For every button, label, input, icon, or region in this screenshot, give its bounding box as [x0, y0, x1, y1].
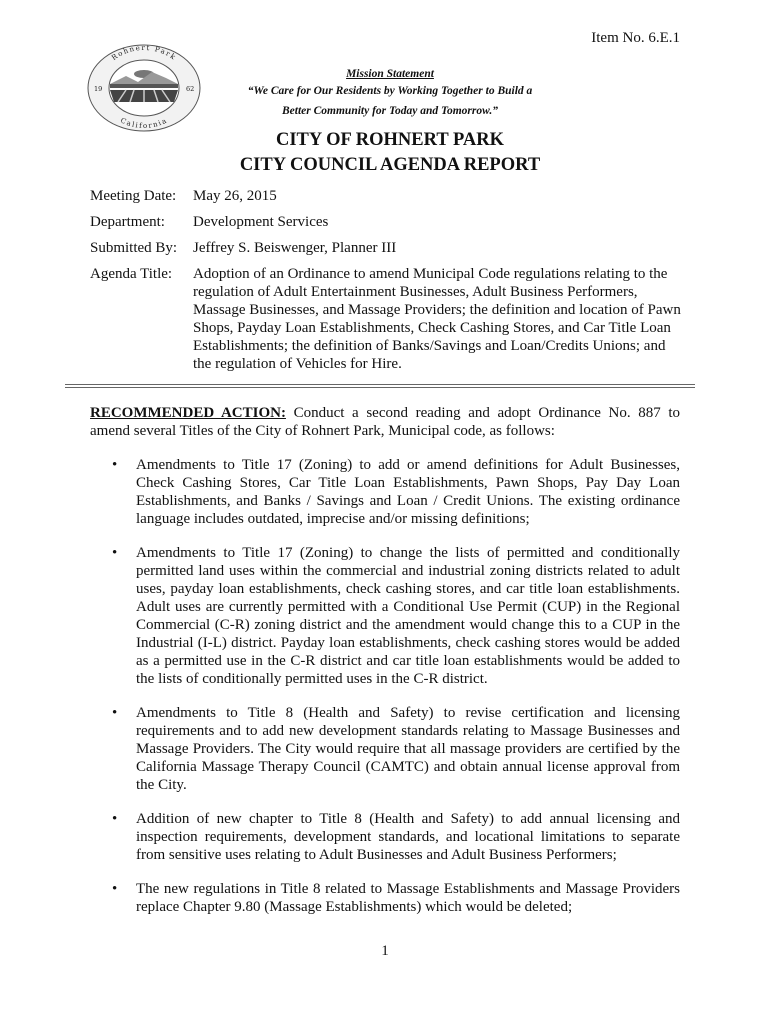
meta-row-meeting-date [90, 187, 690, 205]
list-item [90, 456, 680, 528]
list-item-text: Amendments to Title 8 (Health and Safety) to revise certification and licensing requirements and to add new development standards relating to Massage Businesses and Massage Providers. The City would require that all massage providers are certified by the California Massage Therapy Council (CAMTC) and obtain annual license approval from the City. [136, 705, 680, 793]
bullet-icon: • [112, 811, 118, 827]
list-item-text: Amendments to Title 17 (Zoning) to change the lists of permitted and conditionally permitted land uses within the commercial and industrial zoning districts related to adult uses, payday loan establishments, check cashing stores, and car title loan establishments. Adult uses are currently permitted with a Conditional Use Permit (CUP) in the Regional Commercial (C-R) zoning district and the amendment would change this to a CUP in the Industrial (I-L) district. Payday loan establishments, check cashing stores would be added as a permitted use in the C-R district and car title loan establishments would be added to the lists of conditionally permitted uses in the C-R district. [136, 545, 680, 687]
bullet-icon: • [112, 705, 118, 721]
seal-top-text: Rohnert Park [110, 44, 178, 63]
report-body [90, 404, 680, 932]
meta-label: Submitted By: [90, 240, 178, 256]
recommended-action [90, 404, 680, 440]
page-number: 1 [381, 943, 389, 959]
list-item [90, 810, 680, 864]
bullet-icon: • [112, 457, 118, 473]
report-title-line-1: CITY OF ROHNERT PARK [275, 130, 505, 150]
meta-row-submitted-by [90, 239, 690, 257]
meeting-metadata [90, 187, 690, 381]
meta-row-agenda-title [90, 265, 690, 373]
meta-value: Adoption of an Ordinance to amend Municipal Code regulations relating to the regulation of Adult Entertainment Businesses, Adult Business Performers, Massage Businesses, and Massage Providers; the definition and location of Pawn Shops, Payday Loan Establishments, Check Cashing Stores, and Car Title Loan Establishments; the definition of Banks/Savings and Loan/Credits Unions; and the regulation of Vehicles for Hire. [193, 266, 681, 372]
mission-statement [200, 68, 580, 120]
list-item-text: Addition of new chapter to Title 8 (Health and Safety) to add annual licensing and inspection requirements, development standards, and locational limitations to separate from sensitive uses relating to Adult Businesses and Adult Business Performers; [136, 811, 680, 863]
item-number: Item No. 6.E.1 [591, 30, 680, 46]
mission-line-2: Better Community for Today and Tomorrow.” [282, 105, 498, 117]
list-item [90, 880, 680, 916]
meta-value: Development Services [193, 214, 329, 230]
seal-bottom-text: California [119, 116, 169, 131]
list-item [90, 544, 680, 688]
mission-title: Mission Statement [346, 68, 434, 80]
list-item [90, 704, 680, 794]
meta-row-department [90, 213, 690, 231]
list-item-text: Amendments to Title 17 (Zoning) to add or amend definitions for Adult Businesses, Check Cashing Stores, Car Title Loan Establishments, Pawn Shops, Pay Day Loan Establishments, and Banks / Savings and Loan / Credit Unions. The existing ordinance language includes outdated, imprecise and/or missing definitions; [136, 457, 680, 527]
meta-label: Meeting Date: [90, 188, 177, 204]
seal-year-left: 19 [94, 85, 103, 93]
report-title [140, 128, 640, 178]
meta-label: Agenda Title: [90, 266, 173, 282]
bullet-icon: • [112, 881, 118, 897]
mission-line-1: “We Care for Our Residents by Working Together to Build a [247, 85, 533, 97]
divider-line [65, 387, 695, 388]
report-title-line-2: CITY COUNCIL AGENDA REPORT [239, 155, 541, 175]
city-seal-logo [86, 44, 202, 132]
amendment-list [90, 456, 680, 916]
meta-value: Jeffrey S. Beiswenger, Planner III [193, 240, 397, 256]
recommended-action-text: Conduct a second reading and adopt Ordinance No. 887 to amend several Titles of the City of Rohnert Park, Municipal code, as follows: [90, 405, 680, 439]
seal-year-right: 62 [186, 85, 195, 93]
meta-label: Department: [90, 214, 165, 230]
meta-value: May 26, 2015 [193, 188, 277, 204]
list-item-text: The new regulations in Title 8 related to Massage Establishments and Massage Providers replace Chapter 9.80 (Massage Establishments) which would be deleted; [136, 881, 680, 915]
bullet-icon: • [112, 545, 118, 561]
divider-line [65, 384, 695, 385]
recommended-action-label: RECOMMENDED ACTION: [90, 405, 286, 421]
